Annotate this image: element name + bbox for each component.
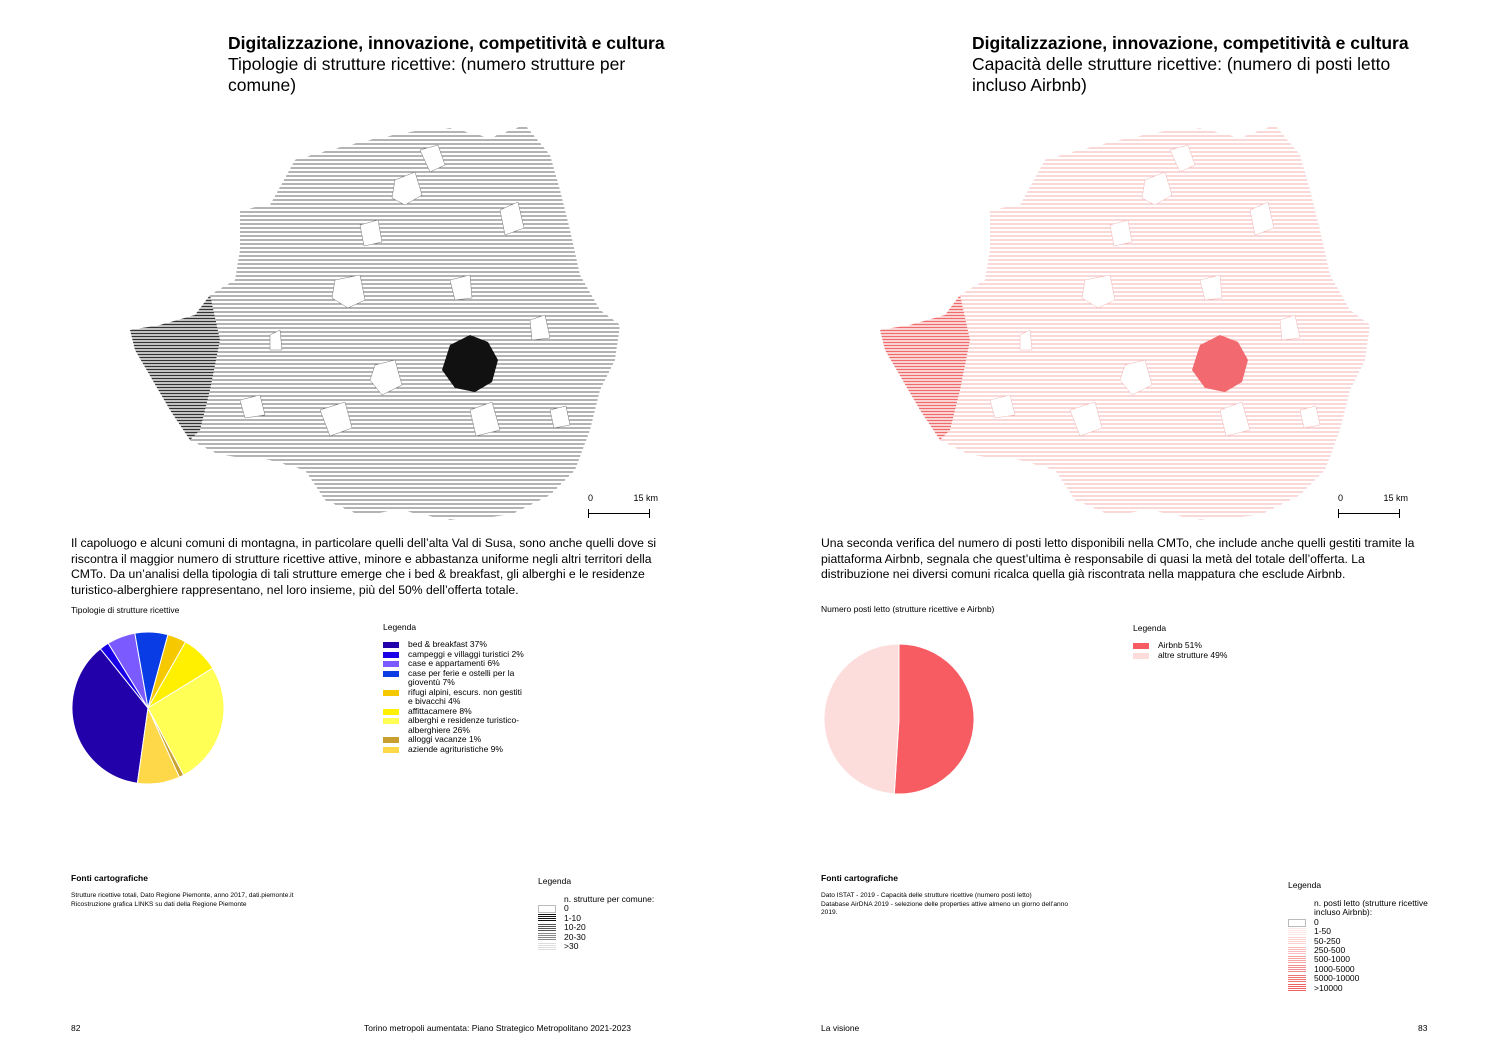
- map-legend-item: [538, 923, 694, 932]
- map-legend-swatch: [538, 924, 556, 932]
- map-legend-swatch: [538, 943, 556, 951]
- right-legend-items: [1133, 641, 1278, 660]
- left-map-legend: [538, 876, 694, 951]
- legend-label: bed & breakfast 37%: [408, 639, 487, 649]
- right-sources: [821, 873, 1141, 918]
- legend-label: alloggi vacanze 1%: [408, 734, 482, 744]
- legend-swatch: [1133, 653, 1149, 659]
- legend-item: [383, 745, 528, 755]
- left-source-line-1: Strutture ricettive totali, Dato Regione Piemonte, anno 2017, dati.piemonte.it: [71, 892, 294, 899]
- legend-item: [383, 669, 528, 688]
- right-footer-page: 83: [1418, 1023, 1428, 1033]
- legend-swatch: [383, 642, 399, 648]
- right-pie-svg: [820, 640, 978, 798]
- map-legend-item: [1288, 955, 1444, 964]
- legend-item: [1133, 651, 1278, 661]
- map-legend-label: 0: [564, 903, 569, 914]
- left-source-line-2: Ricostruzione grafica LINKS su dati della Regione Piemonte: [71, 900, 247, 908]
- scale-km: 15 km: [633, 493, 658, 503]
- legend-swatch: [383, 718, 399, 724]
- map-legend-item: [538, 904, 694, 913]
- map-legend-item: [1288, 965, 1444, 974]
- map-legend-swatch: [1288, 975, 1306, 983]
- left-pie-chart: [68, 628, 228, 788]
- left-subtitle: Tipologie di strutture ricettive: (numero strutture per comune): [228, 54, 626, 95]
- pie-slice: [894, 644, 974, 794]
- legend-item: [383, 688, 528, 707]
- map-legend-swatch: [1288, 919, 1306, 927]
- right-title-block: [972, 33, 1442, 96]
- right-map-legend-title: Legenda: [1288, 880, 1322, 890]
- right-source-line-1: Dato ISTAT - 2019 - Capacità delle strutture ricettive (numero posti letto): [821, 892, 1032, 899]
- legend-label: aziende agrituristiche 9%: [408, 743, 503, 754]
- map-legend-swatch: [1288, 956, 1306, 964]
- legend-label: case per ferie e ostelli per la gioventù 7%: [408, 667, 515, 687]
- map-legend-label: >10000: [1314, 982, 1343, 993]
- map-legend-label: 0: [1314, 916, 1319, 927]
- map-legend-label: 250-500: [1314, 944, 1346, 955]
- map-legend-swatch: [1288, 984, 1306, 992]
- map-legend-item: [1288, 927, 1444, 936]
- left-legend-items: [383, 640, 528, 754]
- legend-label: campeggi e villaggi turistici 2%: [408, 648, 524, 659]
- right-map-legend-items: [1288, 918, 1444, 993]
- map-legend-item: [1288, 918, 1444, 927]
- map-legend-item: [1288, 946, 1444, 955]
- legend-swatch: [383, 709, 399, 715]
- map-legend-item: [538, 933, 694, 942]
- right-page: [750, 0, 1500, 1061]
- right-map-legend-subtitle: n. posti letto (strutture ricettive incluso Airbnb):: [1314, 898, 1428, 918]
- right-footer-text: La visione: [821, 1023, 860, 1033]
- legend-item: [383, 716, 528, 735]
- left-footer-text: Torino metropoli aumentata: Piano Strategico Metropolitano 2021-2023: [364, 1023, 631, 1033]
- map-legend-item: [1288, 984, 1444, 993]
- map-legend-label: 50-250: [1314, 935, 1341, 946]
- legend-label: alberghi e residenze turistico-alberghiere 26%: [408, 715, 520, 735]
- map-legend-label: 1-50: [1314, 926, 1332, 937]
- map-legend-item: [538, 914, 694, 923]
- left-sources: [71, 873, 391, 909]
- legend-label: case e appartamenti 6%: [408, 658, 500, 668]
- map-legend-swatch: [1288, 947, 1306, 955]
- map-legend-label: 1000-5000: [1314, 963, 1355, 974]
- legend-label: rifugi alpini, escurs. non gestiti e bivacchi 4%: [408, 686, 522, 706]
- scale-km: 15 km: [1383, 493, 1408, 503]
- legend-label: Airbnb 51%: [1158, 640, 1202, 650]
- right-sources-title: Fonti cartografiche: [821, 873, 898, 883]
- left-pie-legend: [383, 622, 528, 754]
- right-title: Digitalizzazione, innovazione, competitività e cultura: [972, 33, 1409, 53]
- map-legend-label: >30: [564, 940, 579, 951]
- left-legend-title: Legenda: [383, 622, 417, 632]
- right-source-line-2: Database AirDNA 2019 - selezione delle properties attive almeno un giorno dell’anno: [821, 900, 1069, 908]
- right-pie-legend: [1133, 623, 1278, 660]
- right-map-svg: [870, 110, 1390, 530]
- scale-bar-line: [588, 513, 650, 514]
- map-legend-label: 1-10: [564, 912, 582, 923]
- left-map-legend-title: Legenda: [538, 876, 572, 886]
- scale-bar-line: [1338, 513, 1400, 514]
- legend-swatch: [383, 747, 399, 753]
- legend-swatch: [383, 661, 399, 667]
- map-legend-label: 20-30: [564, 931, 586, 942]
- left-map-svg: [120, 110, 640, 530]
- map-legend-label: 5000-10000: [1314, 973, 1360, 984]
- map-legend-swatch: [538, 933, 556, 941]
- map-legend-label: 500-1000: [1314, 954, 1350, 965]
- left-body-text: Il capoluogo e alcuni comuni di montagna, in particolare quelli dell’alta Val di Susa, sono anche quelli dove si riscontra il maggior numero di strutture ricettive attive, minore e abbastanza uniforme negli altri territori della CMTo. Da un’analisi della tipologia di tali strutture emerge che i bed & breakfast, gli alberghi e le residenze turistico-alberghiere rappresentano, nel loro insieme, più del 50% dell’offerta totale.: [71, 536, 657, 597]
- right-map-legend: [1288, 880, 1444, 993]
- legend-swatch: [383, 737, 399, 743]
- left-map-legend-subtitle: n. strutture per comune:: [564, 894, 655, 904]
- pie-slice: [824, 644, 899, 794]
- left-map-legend-items: [538, 904, 694, 951]
- right-chart-title: Numero posti letto (strutture ricettive e Airbnb): [821, 604, 995, 614]
- scale-zero: 0: [588, 493, 594, 503]
- scale-zero: 0: [1338, 493, 1344, 503]
- map-legend-item: [1288, 937, 1444, 946]
- map-legend-swatch: [1288, 965, 1306, 973]
- map-legend-item: [538, 942, 694, 951]
- left-title: Digitalizzazione, innovazione, competitività e cultura: [228, 33, 665, 53]
- map-legend-swatch: [538, 914, 556, 922]
- right-pie-chart: [820, 640, 978, 798]
- legend-label: altre strutture 49%: [1158, 649, 1228, 660]
- right-scalebar: [1338, 493, 1408, 523]
- left-title-block: [228, 33, 698, 96]
- map-legend-swatch: [1288, 928, 1306, 936]
- map-legend-label: 10-20: [564, 922, 586, 933]
- legend-swatch: [383, 671, 399, 677]
- right-body-text: Una seconda verifica del numero di posti letto disponibili nella CMTo, che include anche quelli gestiti tramite la piattaforma Airbnb, segnala che quest’ultima è responsabile di quasi la metà del totale dell’offerta. La distribuzione nei diversi comuni ricalca quella già riscontrata nella mappatura che esclude Airbnb.: [821, 536, 1415, 581]
- right-subtitle: Capacità delle strutture ricettive: (numero di posti letto incluso Airbnb): [972, 54, 1391, 95]
- left-map: [120, 110, 640, 530]
- legend-swatch: [1133, 643, 1149, 649]
- left-pie-svg: [68, 628, 228, 788]
- legend-swatch: [383, 652, 399, 658]
- legend-swatch: [383, 690, 399, 696]
- map-legend-item: [1288, 974, 1444, 983]
- left-sources-title: Fonti cartografiche: [71, 873, 148, 883]
- left-chart-title: Tipologie di strutture ricettive: [71, 605, 180, 615]
- right-map: [870, 110, 1390, 530]
- left-scalebar: [588, 493, 658, 523]
- right-source-line-3: 2019.: [821, 909, 838, 916]
- map-legend-swatch: [1288, 937, 1306, 945]
- map-legend-swatch: [538, 905, 556, 913]
- left-footer-page: 82: [71, 1023, 81, 1033]
- right-legend-title: Legenda: [1133, 623, 1167, 633]
- legend-label: affittacamere 8%: [408, 705, 472, 716]
